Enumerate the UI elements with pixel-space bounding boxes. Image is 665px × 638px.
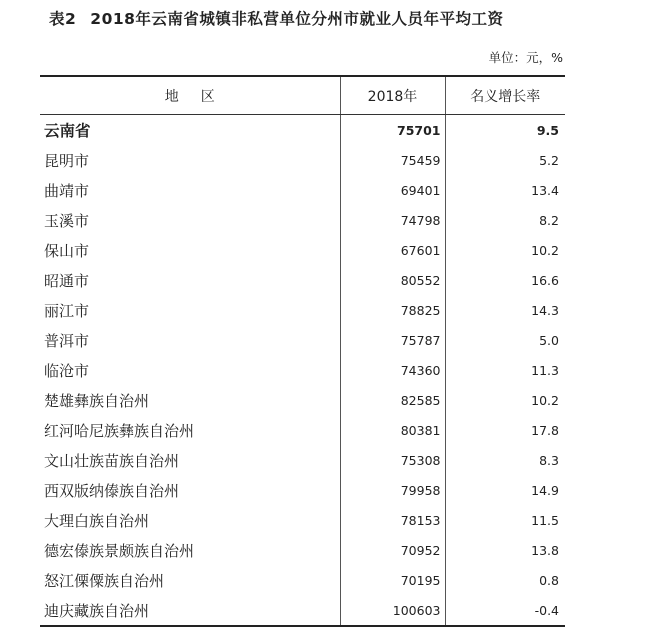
region-cell: 普洱市 xyxy=(40,325,340,355)
growth-cell: 11.3 xyxy=(531,362,559,378)
growth-cell: 8.2 xyxy=(539,212,559,228)
table-row xyxy=(40,535,565,565)
growth-cell: 9.5 xyxy=(536,122,559,138)
header-year: 2018年 xyxy=(340,76,445,115)
wage-cell: 75308 xyxy=(340,445,445,475)
growth-cell: 8.3 xyxy=(539,452,559,468)
growth-cell: 16.6 xyxy=(531,272,559,288)
region-cell: 玉溪市 xyxy=(40,205,340,235)
wage-cell: 67601 xyxy=(340,235,445,265)
region-cell: 云南省 xyxy=(40,115,340,146)
growth-cell: 17.8 xyxy=(531,422,559,438)
growth-cell: 10.2 xyxy=(531,242,559,258)
region-cell: 怒江傈僳族自治州 xyxy=(40,565,340,595)
wage-cell: 75701 xyxy=(340,115,445,146)
table-row xyxy=(40,115,565,146)
table-row xyxy=(40,295,565,325)
table-row xyxy=(40,475,565,505)
table-row xyxy=(40,595,565,626)
region-cell: 临沧市 xyxy=(40,355,340,385)
growth-cell: 11.5 xyxy=(531,512,559,528)
header-growth: 名义增长率 xyxy=(445,76,565,115)
table-row xyxy=(40,445,565,475)
growth-cell: 13.8 xyxy=(531,542,559,558)
region-cell: 大理白族自治州 xyxy=(40,505,340,535)
region-cell: 迪庆藏族自治州 xyxy=(40,595,340,626)
table-row xyxy=(40,385,565,415)
growth-cell: 13.4 xyxy=(531,182,559,198)
region-cell: 红河哈尼族彝族自治州 xyxy=(40,415,340,445)
wage-cell: 69401 xyxy=(340,175,445,205)
table-row xyxy=(40,505,565,535)
growth-cell: 10.2 xyxy=(531,392,559,408)
growth-cell: 14.9 xyxy=(531,482,559,498)
table-number: 表2 xyxy=(49,10,77,28)
table-header-row xyxy=(40,76,565,115)
table-title xyxy=(49,4,503,34)
table-row xyxy=(40,175,565,205)
wage-cell: 75459 xyxy=(340,145,445,175)
region-cell: 西双版纳傣族自治州 xyxy=(40,475,340,505)
growth-cell: -0.4 xyxy=(534,602,559,618)
region-cell: 文山壮族苗族自治州 xyxy=(40,445,340,475)
table-row xyxy=(40,325,565,355)
growth-cell: 14.3 xyxy=(531,302,559,318)
table-row xyxy=(40,265,565,295)
region-cell: 昭通市 xyxy=(40,265,340,295)
wage-cell: 82585 xyxy=(340,385,445,415)
table-title-text: 2018年云南省城镇非私营单位分州市就业人员年平均工资 xyxy=(90,10,504,28)
table-row xyxy=(40,205,565,235)
header-region: 地区 xyxy=(40,76,340,115)
region-cell: 保山市 xyxy=(40,235,340,265)
table-body xyxy=(40,115,565,627)
table-row xyxy=(40,235,565,265)
table-row xyxy=(40,355,565,385)
wage-cell: 70952 xyxy=(340,535,445,565)
wage-cell: 100603 xyxy=(340,595,445,626)
growth-cell: 0.8 xyxy=(539,572,559,588)
region-cell: 曲靖市 xyxy=(40,175,340,205)
wage-cell: 74798 xyxy=(340,205,445,235)
region-cell: 丽江市 xyxy=(40,295,340,325)
wage-cell: 79958 xyxy=(340,475,445,505)
wage-cell: 75787 xyxy=(340,325,445,355)
table-row xyxy=(40,415,565,445)
region-cell: 昆明市 xyxy=(40,145,340,175)
wage-cell: 74360 xyxy=(340,355,445,385)
wage-table xyxy=(40,75,565,627)
growth-cell: 5.2 xyxy=(539,152,559,168)
table-row xyxy=(40,145,565,175)
wage-cell: 80552 xyxy=(340,265,445,295)
wage-cell: 78153 xyxy=(340,505,445,535)
wage-cell: 78825 xyxy=(340,295,445,325)
unit-note: 单位：元，% xyxy=(488,50,563,65)
growth-cell: 5.0 xyxy=(539,332,559,348)
wage-cell: 80381 xyxy=(340,415,445,445)
region-cell: 德宏傣族景颇族自治州 xyxy=(40,535,340,565)
wage-cell: 70195 xyxy=(340,565,445,595)
region-cell: 楚雄彝族自治州 xyxy=(40,385,340,415)
table-row xyxy=(40,565,565,595)
